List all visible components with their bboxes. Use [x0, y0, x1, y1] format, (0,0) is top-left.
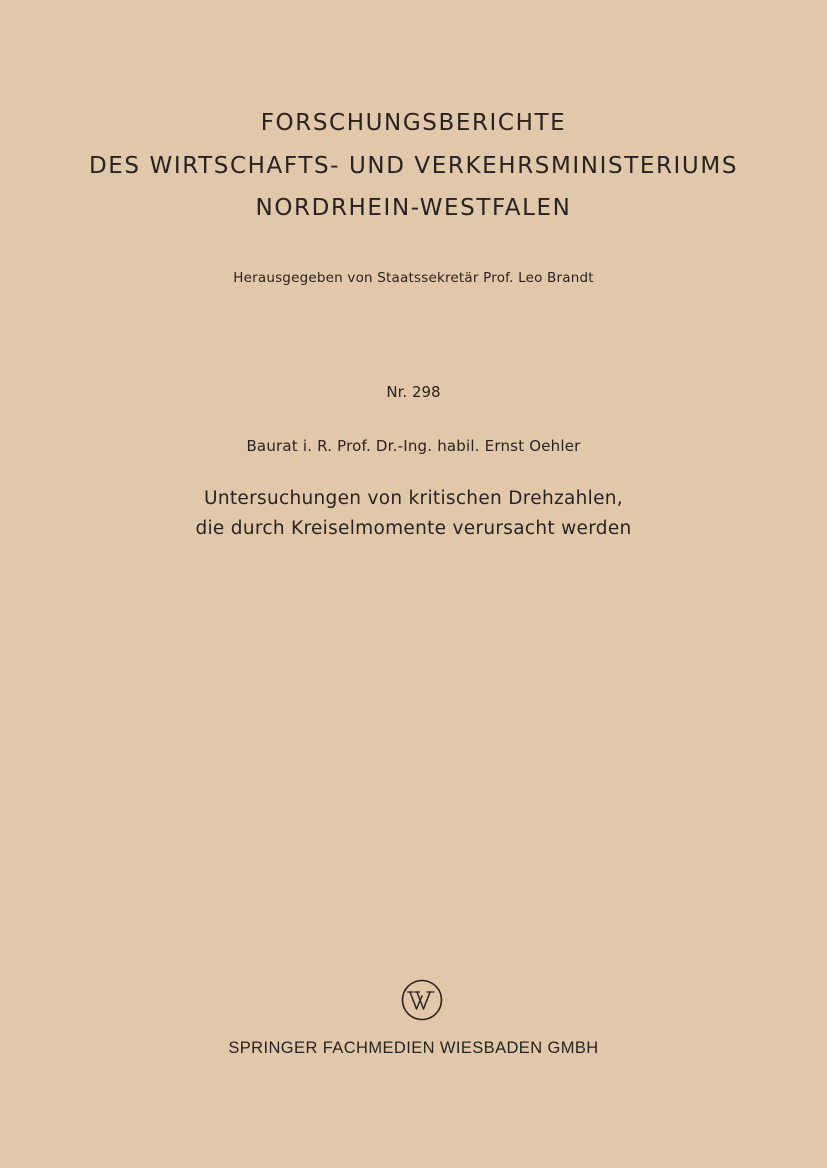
author-line: Baurat i. R. Prof. Dr.-Ing. habil. Ernst Oehler [246, 437, 581, 455]
series-title-line-1: FORSCHUNGSBERICHTE [260, 110, 567, 136]
book-title-line-2: die durch Kreiselmomente verursacht werden [195, 518, 632, 539]
book-title-line-1: Untersuchungen von kritischen Drehzahlen, [204, 488, 623, 509]
series-title-line-2: DES WIRTSCHAFTS- UND VERKEHRSMINISTERIUMS [88, 153, 739, 179]
series-title-line-3: NORDRHEIN-WESTFALEN [255, 195, 572, 221]
springer-fachmedien-logo-icon [401, 979, 443, 1021]
publisher-name: SPRINGER FACHMEDIEN WIESBADEN GMBH [228, 1039, 599, 1057]
volume-number: Nr. 298 [386, 383, 441, 401]
editor-line: Herausgegeben von Staatssekretär Prof. Leo Brandt [233, 270, 594, 286]
